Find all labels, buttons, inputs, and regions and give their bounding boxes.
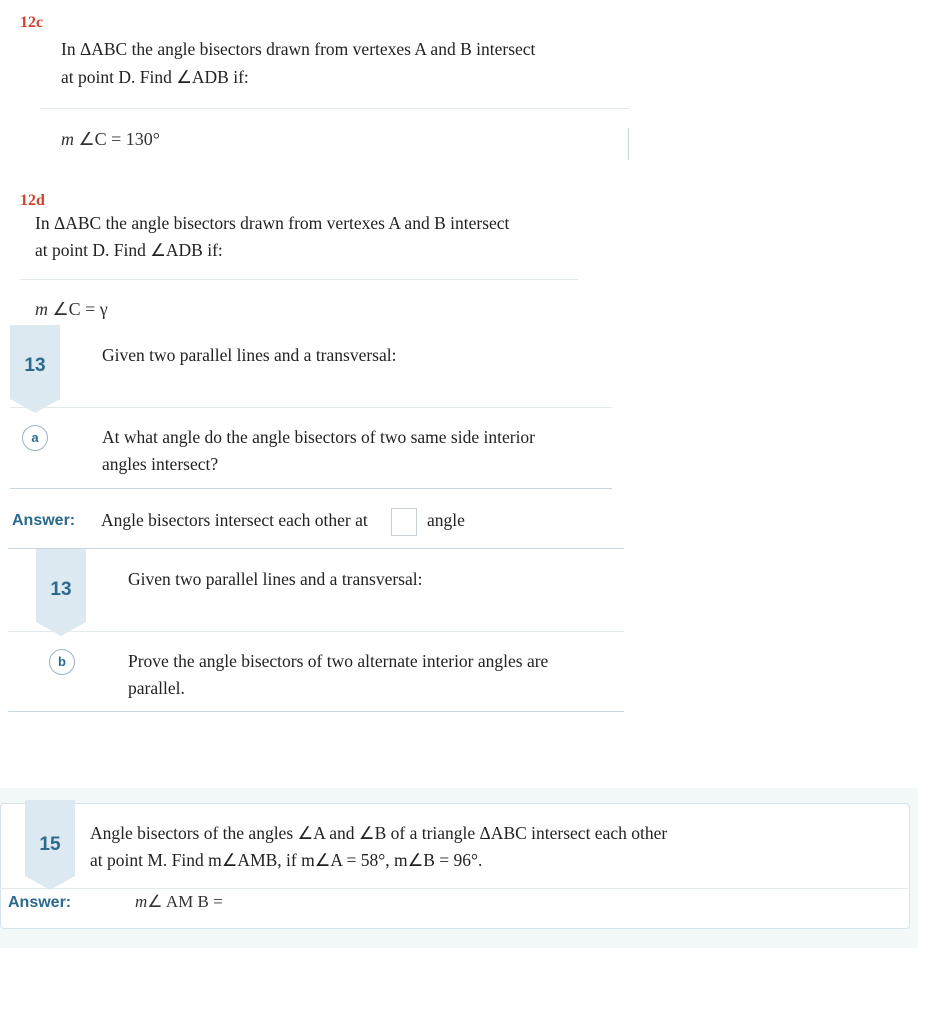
problem-13b-number-badge: 13: [36, 549, 86, 622]
divider: [20, 279, 578, 280]
problem-15-answer-expression[interactable]: m∠ AM B =: [135, 892, 223, 911]
answer-label: Answer:: [8, 894, 72, 911]
problem-13b-question-line2: parallel.: [128, 678, 185, 698]
divider: [8, 711, 624, 712]
problem-12c-text-line1: In ΔABC the angle bisectors drawn from vertexes A and B intersect: [61, 39, 536, 59]
answer-label: Answer:: [12, 512, 76, 529]
problem-13a-question-line2: angles intersect?: [102, 454, 219, 474]
problem-13a-number-badge: 13: [10, 325, 60, 399]
problem-12c-text-line2: at point D. Find ∠ADB if:: [61, 67, 249, 87]
problem-13b-question-line1: Prove the angle bisectors of two alternate interior angles are: [128, 651, 549, 671]
divider: [10, 407, 612, 408]
divider: [8, 548, 624, 549]
part-a-badge: a: [22, 425, 48, 451]
problem-15-text-line2: at point M. Find m∠AMB, if m∠A = 58°, m∠B = 96°.: [90, 850, 483, 870]
answer-text-after: angle: [427, 510, 465, 530]
divider: [40, 108, 630, 109]
problem-15-text-line1: Angle bisectors of the angles ∠A and ∠B of a triangle ΔABC intersect each other: [90, 823, 668, 843]
problem-12d-label: 12d: [20, 192, 45, 209]
answer-input-box[interactable]: [391, 508, 417, 536]
divider: [0, 888, 908, 889]
answer-text-before: Angle bisectors intersect each other at: [101, 510, 368, 530]
problem-12d-text-line2: at point D. Find ∠ADB if:: [35, 240, 223, 260]
problem-12d-text-line1: In ΔABC the angle bisectors drawn from vertexes A and B intersect: [35, 213, 510, 233]
problem-12c-label: 12c: [20, 14, 44, 31]
problem-15-number-badge: 15: [25, 800, 75, 876]
problem-13a-intro: Given two parallel lines and a transversal:: [102, 345, 397, 365]
part-b-badge: b: [49, 649, 75, 675]
problem-13b-intro: Given two parallel lines and a transversal:: [128, 569, 423, 589]
problem-12c-condition: m ∠C = 130°: [61, 129, 160, 149]
divider: [8, 631, 624, 632]
problem-12d-condition: m ∠C = γ: [35, 299, 108, 319]
divider: [10, 488, 612, 489]
problem-13a-question-line1: At what angle do the angle bisectors of two same side interior: [102, 427, 536, 447]
input-cursor-line[interactable]: [628, 128, 629, 160]
